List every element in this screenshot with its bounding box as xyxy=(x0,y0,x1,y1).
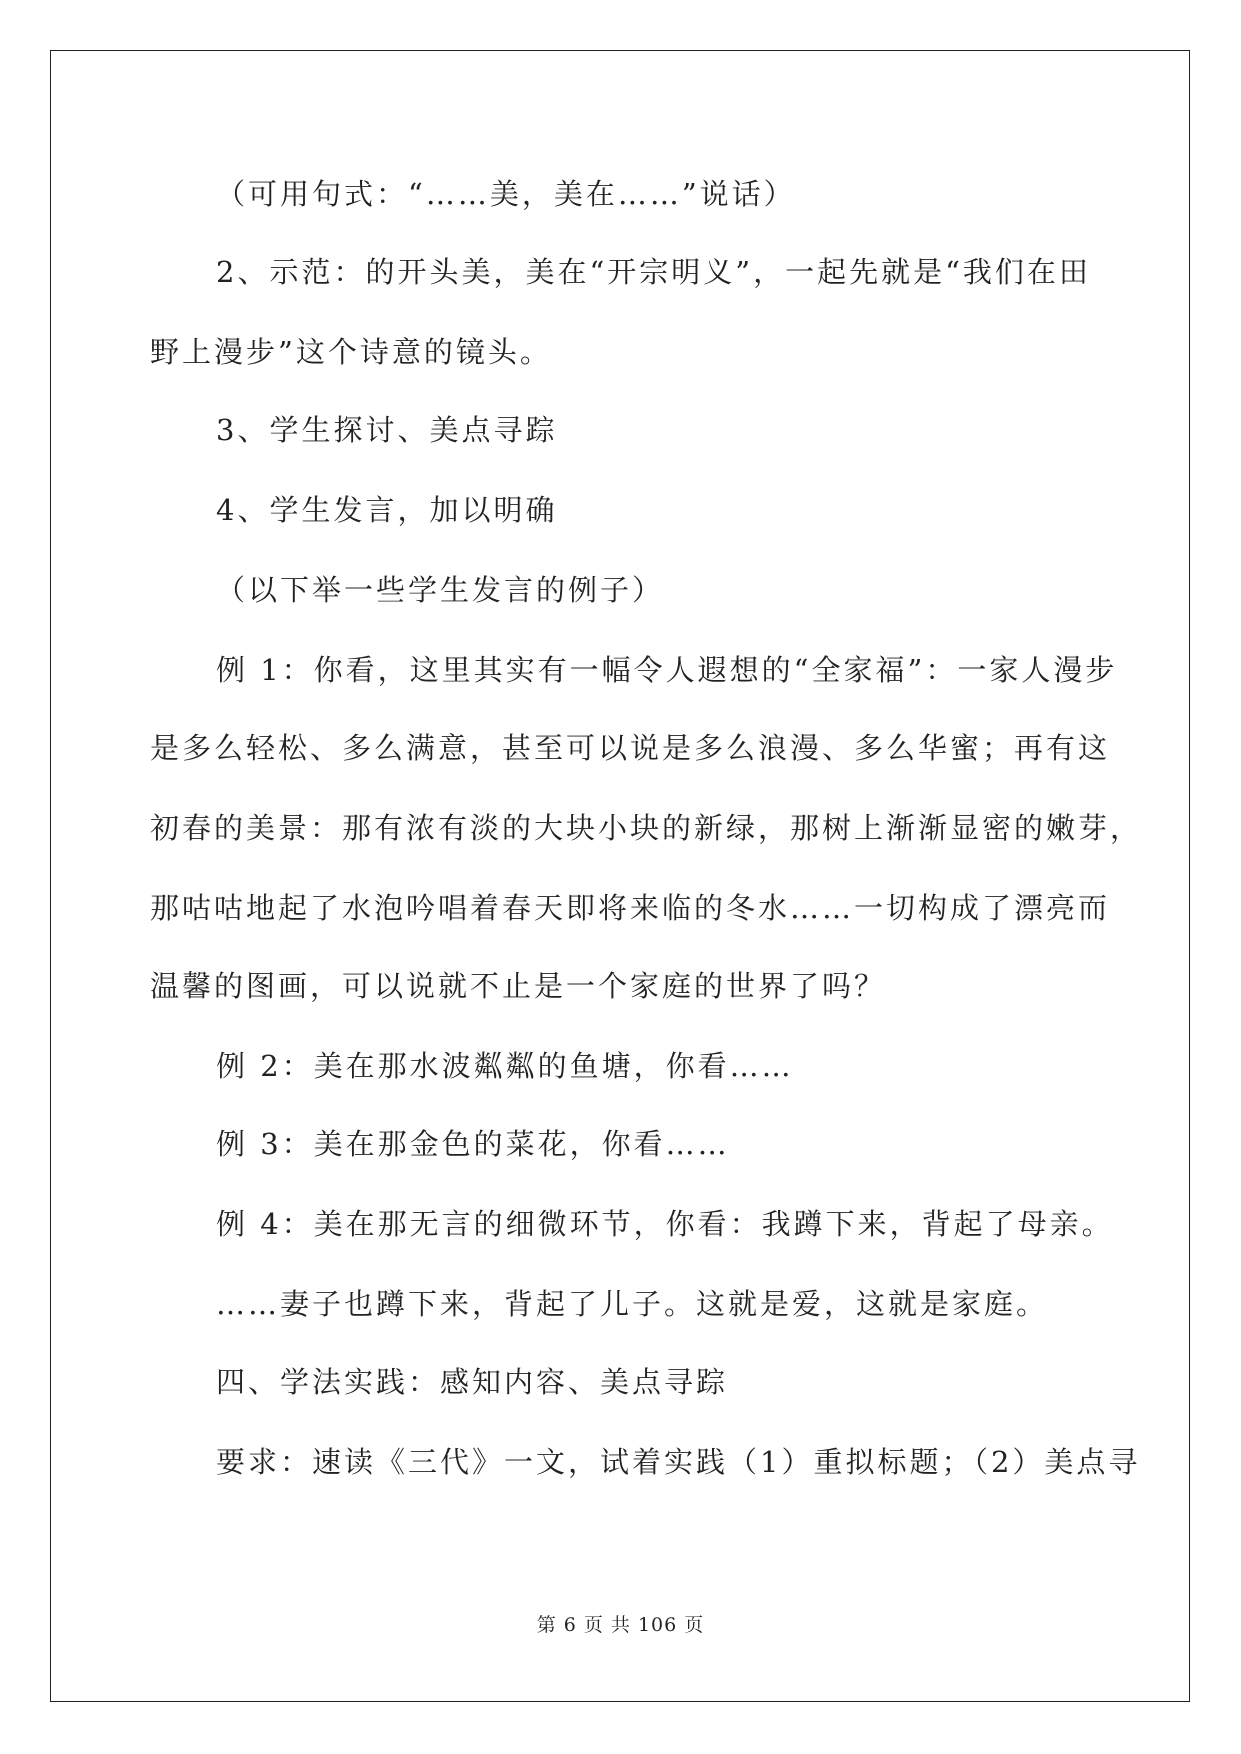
paragraph-line: 野上漫步”这个诗意的镜头。 xyxy=(150,335,552,369)
paragraph-line: 四、学法实践：感知内容、美点寻踪 xyxy=(216,1365,729,1399)
paragraph-line: 那咕咕地起了水泡吟唱着春天即将来临的冬水……一切构成了漂亮而 xyxy=(150,891,1111,925)
paragraph-line: 例 4：美在那无言的细微环节，你看：我蹲下来，背起了母亲。 xyxy=(216,1207,1114,1241)
paragraph-line: （可用句式：“……美，美在……”说话） xyxy=(216,177,796,211)
page-number-footer: 第 6 页 共 106 页 xyxy=(536,1614,705,1636)
paragraph-line: 要求：速读《三代》一文，试着实践（1）重拟标题；（2）美点寻 xyxy=(216,1445,1141,1479)
paragraph-line: 3、学生探讨、美点寻踪 xyxy=(216,413,558,447)
paragraph-line: 例 1：你看，这里其实有一幅令人遐想的“全家福”：一家人漫步 xyxy=(216,653,1118,687)
paragraph-line: 例 2：美在那水波粼粼的鱼塘，你看…… xyxy=(216,1049,794,1083)
paragraph-line: 2、示范：的开头美，美在“开宗明义”，一起先就是“我们在田 xyxy=(216,255,1091,289)
paragraph-line: 温馨的图画，可以说就不止是一个家庭的世界了吗？ xyxy=(150,969,887,1003)
paragraph-line: （以下举一些学生发言的例子） xyxy=(216,573,665,607)
paragraph-line: 例 3：美在那金色的菜花，你看…… xyxy=(216,1127,730,1161)
paragraph-line: ……妻子也蹲下来，背起了儿子。这就是爱，这就是家庭。 xyxy=(216,1287,1049,1321)
paragraph-line: 初春的美景：那有浓有淡的大块小块的新绿，那树上渐渐显密的嫩芽， xyxy=(150,811,1143,845)
paragraph-line: 4、学生发言，加以明确 xyxy=(216,493,558,527)
paragraph-line: 是多么轻松、多么满意，甚至可以说是多么浪漫、多么华蜜；再有这 xyxy=(150,731,1111,765)
